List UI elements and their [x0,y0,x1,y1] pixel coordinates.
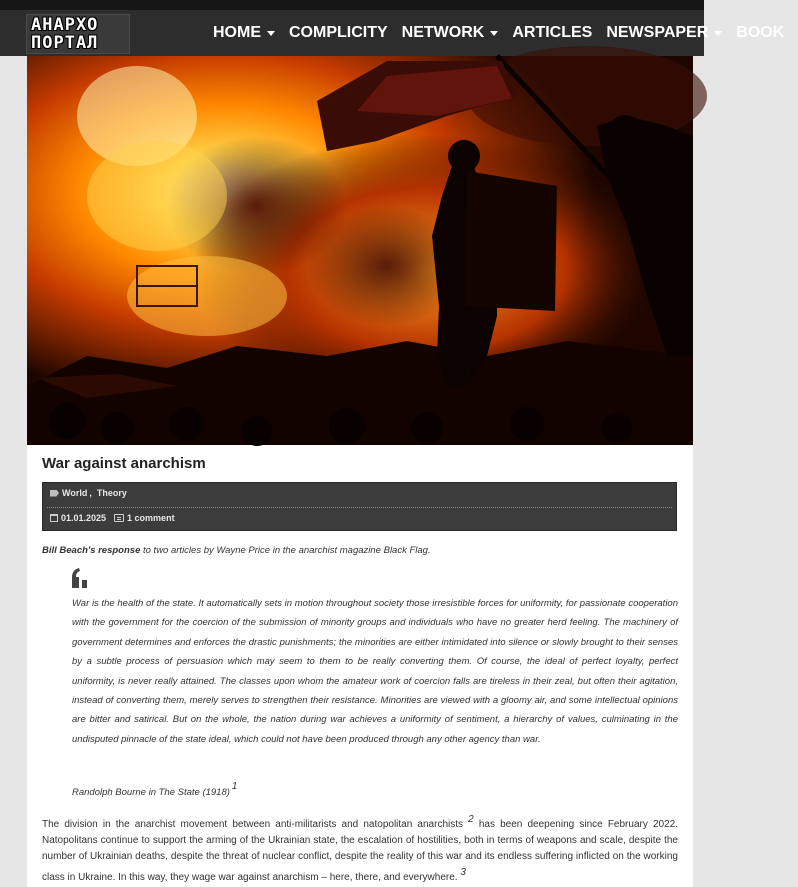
chevron-down-icon [490,31,498,36]
tag-icon [50,490,59,497]
article-date-comments [50,513,175,523]
nav-item-label: NEWSPAPER [606,24,709,41]
chevron-down-icon [714,31,722,36]
footnote-1-link[interactable]: 1 [231,781,238,792]
category-link-theory[interactable]: Theory [96,488,127,498]
comments-link[interactable]: 1 comment [127,513,175,523]
article-intro [42,545,682,556]
hero-image [27,56,693,445]
article-date: 01.01.2025 [61,513,107,523]
chevron-down-icon [267,31,275,36]
article-meta-bar [42,482,677,531]
nav-item-newspaper[interactable] [606,22,722,44]
article-categories [50,488,127,498]
nav-item-label: BOOK [736,24,785,41]
nav-item-label: NETWORK [401,24,485,41]
main-nav [213,22,798,44]
nav-item-complicity[interactable] [289,22,388,44]
logo-line-2: ПОРТАЛ [31,33,99,53]
footnote-2-link[interactable]: 2 [468,814,474,825]
blockquote-text: War is the health of the state. It automatically sets in motion throughout society those irresistible forces for uniformity, for passionate cooperation with the government for the coercion of the submission of minority groups and individuals who have no greater herd feeling. The machinery of government determines and enforces the drastic punishments; the minorities are either intimidated into silence or slowly brought to their senses by a subtle process of persuasion which may seem to them to be really converting them. Of course, the ideal of perfect loyalty, perfect uniformity, is never really attained. The classes upon whom the amateur work of coercion falls are tireless in their zeal, but often their agitation, instead of converting them, merely serves to strengthen their resistance. Minorities are viewed with a gloomy air, and some intellectual opinions are bitter and satirical. But on the whole, the nation during war achieves a uniformity of sentiment, a hierarchy of values, culminating in the undisputed pinnacle of the state ideal, which could not have been produced through any other agency than war. [72,598,678,745]
nav-item-label: COMPLICITY [289,24,388,41]
footnote-3-link[interactable]: 3 [460,867,466,878]
intro-text: to two articles by Wayne Price in the anarchist magazine Black Flag. [140,545,431,556]
nav-item-label: HOME [213,24,261,41]
nav-item-network[interactable] [402,22,499,44]
nav-item-articles[interactable] [512,22,592,44]
quote-source [72,781,237,798]
paragraph-text-1: The division in the anarchist movement between anti-militarists and natopolitan anarchists [42,819,464,830]
article-paragraph [42,812,678,886]
article-title[interactable]: War against anarchism [42,455,206,472]
paragraph-text-2: has been deepening since February 2022. Natopolitans continue to support the arming of the Ukrainian state, the escalation of hostilities, both in terms of weapons and scale, despite the number of Ukrainian deaths, despite the threat of nuclear conflict, despite the reality of this war and its endless suffering inflicted on the working class in Ukraine. In this way, they wage war against anarchism – here, there, and everywhere. [42,819,679,883]
category-link-world[interactable]: World [62,488,88,498]
nav-item-label: ARTICLES [512,24,593,41]
hero-image-fire-barricade [27,56,693,445]
comment-icon [114,514,124,522]
meta-divider [47,507,672,508]
quote-icon [70,568,88,590]
category-separator: , [89,488,92,498]
site-logo[interactable] [26,14,130,54]
quote-source-text: Randolph Bourne in The State (1918) [72,787,230,798]
intro-author: Bill Beach's response [42,545,141,556]
logo-line-1: АНАРХО [31,15,99,35]
nav-item-home[interactable] [213,22,275,44]
nav-item-book[interactable] [736,22,784,44]
calendar-icon [50,514,58,522]
